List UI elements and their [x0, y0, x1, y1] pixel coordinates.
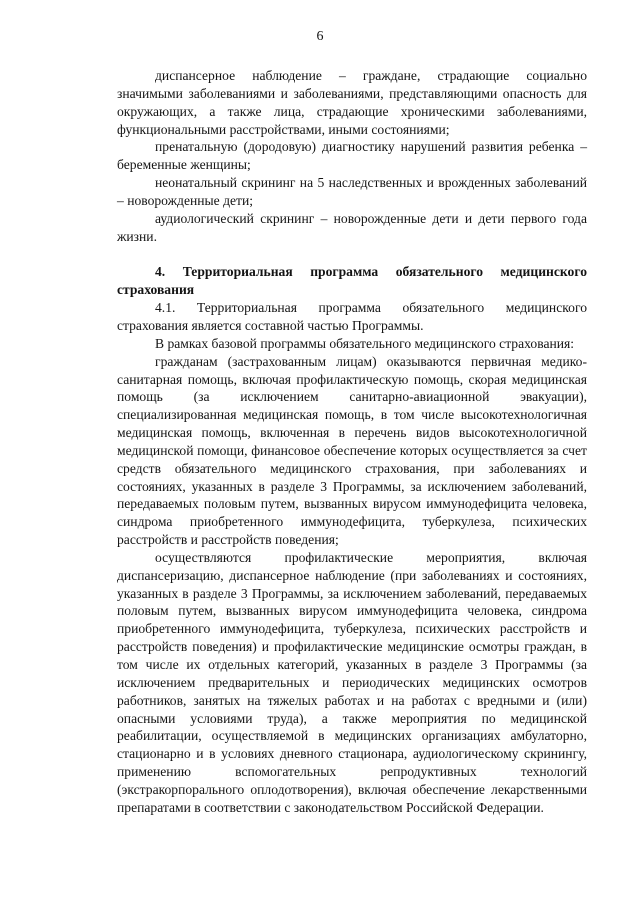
paragraph-audiological-screening: аудиологический скрининг – новорожденные дети и дети первого года жизни. — [117, 210, 587, 244]
page-number: 6 — [316, 29, 324, 44]
section-heading: 4. Территориальная программа обязательного медицинского страхования — [117, 264, 587, 298]
document-body — [117, 67, 587, 817]
paragraph-section-4-1: 4.1. Территориальная программа обязательного медицинского страхования является составной частью Программы. — [117, 300, 587, 333]
paragraph-dispensary-observation: диспансерное наблюдение – граждане, страдающие социально значимыми заболеваниями и заболеваниями, представляющими опасность для окружающих, а также лица, страдающие хроническими заболеваниями, функциональными расстройствами, иными состояниями; — [117, 68, 587, 137]
paragraph-basic-program-intro: В рамках базовой программы обязательного медицинского страхования: — [155, 335, 575, 351]
paragraph-preventive-measures: осуществляются профилактические мероприятия, включая диспансеризацию, диспансерное наблюдение (при заболеваниях и состояниях, указанных в разделе 3 Программы, за исключением заболеваний, передаваемых половым путем, вызванных вирусом иммунодефицита человека, синдрома приобретенного иммунодефицита, туберкулеза, психических расстройств и расстройств поведения) и профилактические медицинские осмотры граждан, в том числе их отдельных категорий, указанных в разделе 3 Программы (за исключением предварительных и периодических медицинских осмотров работников, занятых на тяжелых работах и на работах с вредными и (или) опасными условиями труда), а также мероприятия по медицинской реабилитации, осуществляемой в медицинских организациях амбулаторно, стационарно и в условиях дневного стационара, аудиологическому скринингу, применению вспомогательных репродуктивных технологий (экстракорпорального оплодотворения), включая обеспечение лекарственными препаратами в соответствии с законодательством Российской Федерации. — [117, 549, 587, 815]
paragraph-prenatal-diagnostics: пренатальную (дородовую) диагностику нарушений развития ребенка – беременные женщины; — [117, 139, 587, 173]
paragraph-neonatal-screening: неонатальный скрининг на 5 наследственных и врожденных заболеваний – новорожденные дети; — [117, 175, 587, 208]
paragraph-insured-care: гражданам (застрахованным лицам) оказываются первичная медико-санитарная помощь, включая профилактическую помощь, скорая медицинская помощь (за исключением санитарно-авиационной эвакуации), специализированная медицинская помощь, в том числе высокотехнологичная медицинская помощь, включенная в перечень видов высокотехнологичной медицинской помощи, финансовое обеспечение которых осуществляется за счет средств обязательного медицинского страхования, при заболеваниях и состояниях, указанных в разделе 3 Программы, за исключением заболеваний, передаваемых половым путем, вызванных вирусом иммунодефицита человека, синдрома приобретенного иммунодефицита, туберкулеза, психических расстройств и расстройств поведения; — [117, 353, 587, 548]
